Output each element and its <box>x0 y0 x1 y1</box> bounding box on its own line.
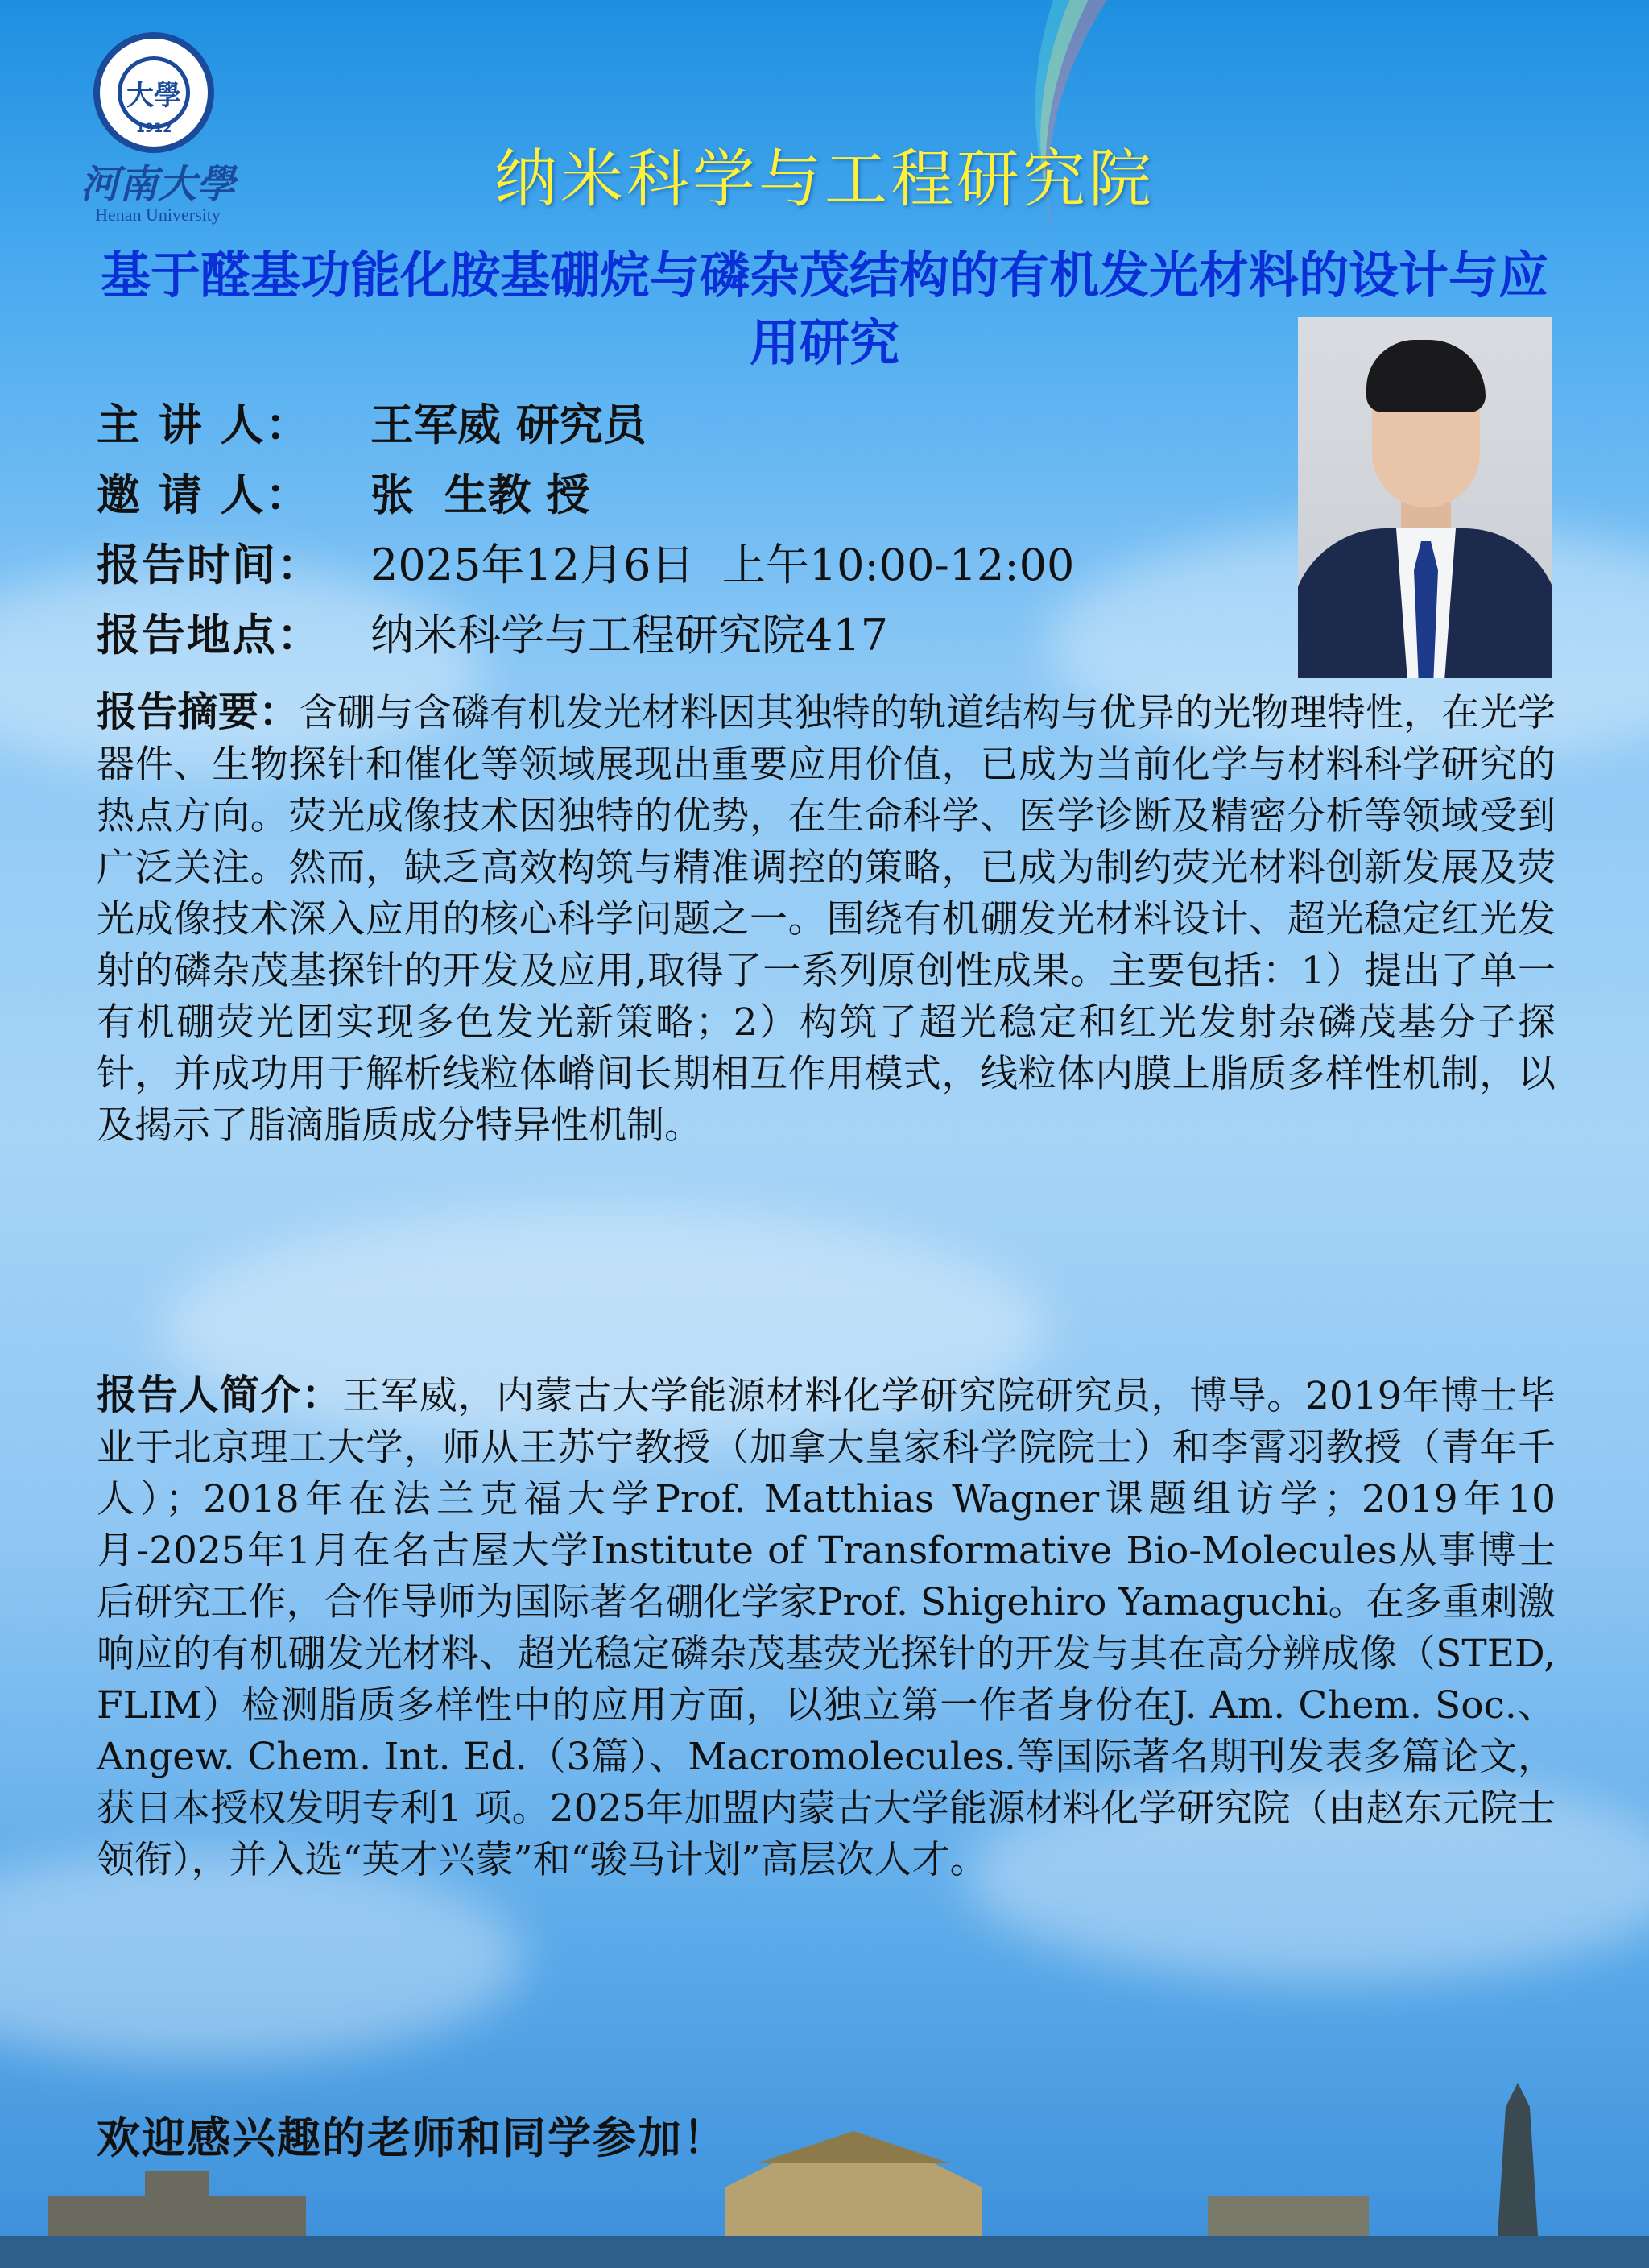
time-value: 2025年12月6日 上午10:00-12:00 <box>370 540 1075 590</box>
time-label: 报告时间： <box>97 540 322 590</box>
university-name-cn: 河南大學 <box>80 162 235 207</box>
speaker-value: 王军威 研究员 <box>370 399 647 450</box>
abstract-section <box>97 686 1556 1152</box>
bio-text: 王军威，内蒙古大学能源材料化学研究院研究员，博导。2019年博士毕业于北京理工大学，师从王苏宁教授（加拿大皇家科学院院士）和李霄羽教授（青年千人）；2018年在法兰克福大学Prof. Matthias Wagner课题组访学；2019年10月-2025年1月在名古屋大学Institute of Transformative Bio-Molecules从事博士后研究工作，合作导师为国际著名硼化学家Prof. Shigehiro Yamaguchi。在多重刺激响应的有机硼发光材料、超光稳定磷杂茂基荧光探针的开发与其在高分辨成像（STED, FLIM）检测脂质多样性中的应用方面，以独立第一作者身份在J. Am. Chem. Soc.、Angew. Chem. Int. Ed.（3篇）、Macromolecules.等国际著名期刊发表多篇论文，获日本授权发明专利1 项。2025年加盟内蒙古大学能源材料化学研究院（由赵东元院士领衔），并入选“英才兴蒙”和“骏马计划”高层次人才。 <box>97 1374 1556 1882</box>
speaker-label: 主 讲 人： <box>97 399 311 450</box>
seal-text: 大學 <box>118 56 190 129</box>
bio-heading: 报告人简介： <box>97 1372 343 1418</box>
bio-section <box>97 1369 1556 1886</box>
speaker-row <box>97 387 1074 457</box>
location-row <box>97 597 1074 667</box>
talk-title: 基于醛基功能化胺基硼烷与磷杂茂结构的有机发光材料的设计与应用研究 <box>100 246 1548 372</box>
seal-year: 1912 <box>135 120 172 135</box>
host-value: 张 生教 授 <box>370 470 590 520</box>
location-value: 纳米科学与工程研究院417 <box>370 610 889 660</box>
institute-name: 纳米科学与工程研究院 <box>494 143 1155 216</box>
time-row <box>97 527 1074 597</box>
speaker-photo <box>1298 317 1552 678</box>
abstract-heading: 报告摘要： <box>97 689 300 735</box>
campus-skyline-decoration <box>0 2075 1649 2268</box>
welcome-message: 欢迎感兴趣的老师和同学参加！ <box>97 2113 728 2163</box>
university-name-en: Henan University <box>95 205 221 225</box>
talk-info <box>97 387 1074 667</box>
host-row <box>97 457 1074 527</box>
location-label: 报告地点： <box>97 610 322 660</box>
host-label: 邀 请 人： <box>97 470 311 520</box>
abstract-text: 含硼与含磷有机发光材料因其独特的轨道结构与优异的光物理特性，在光学器件、生物探针和催化等领域展现出重要应用价值，已成为当前化学与材料科学研究的热点方向。荧光成像技术因独特的优势，在生命科学、医学诊断及精密分析等领域受到广泛关注。然而，缺乏高效构筑与精准调控的策略，已成为制约荧光材料创新发展及荧光成像技术深入应用的核心科学问题之一。围绕有机硼发光材料设计、超光稳定红光发射的磷杂茂基探针的开发及应用,取得了一系列原创性成果。主要包括：1）提出了单一有机硼荧光团实现多色发光新策略；2）构筑了超光稳定和红光发射杂磷茂基分子探针，并成功用于解析线粒体嵴间长期相互作用模式，线粒体内膜上脂质多样性机制，以及揭示了脂滴脂质成分特异性机制。 <box>97 691 1556 1148</box>
